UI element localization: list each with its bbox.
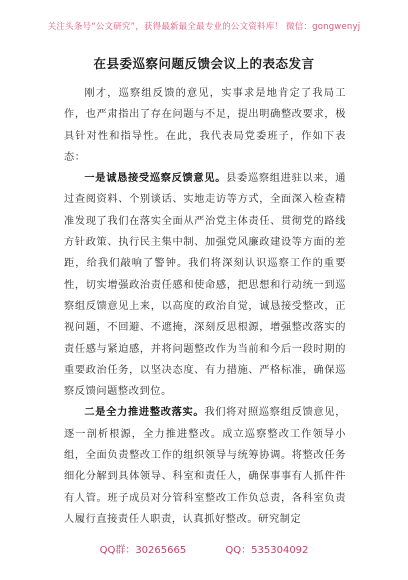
header-banner: 关注头条号“公文研究”，获得最新最全最专业的公文资料库！ 微信：gongwenyj <box>47 22 361 32</box>
footer-qq-number: QQ：535304092 <box>225 545 309 556</box>
point-1-text: 县委巡察组进驻以来，通过查阅资料、个别谈话、实地走访等方式，全面深入检查精准发现了我们在落实全面从严治党主体责任、贯彻党的路线方针政策、执行民主集中制、加强党风廉政建设等方面的差距，给我们敲响了警钟。我们将深刻认识巡察工作的重要性，切实增强政治责任感和使命感，把思想和行动统一到巡察组反馈意见上来，以高度的政治自觉，诚恳接受整改，正视问题，不回避、不遮掩，深刻反思根源，增强整改落实的责任感与紧迫感，并将问题整改作为当前和今后一段时期的重要政治任务，以坚决态度、有力措施、严格标准，确保巡察反馈问题整改到位。 <box>64 173 346 398</box>
footer-contact <box>0 541 408 556</box>
footer-qq-group: QQ群：30265665 <box>99 545 187 556</box>
point-2-paragraph <box>64 402 346 530</box>
document-body <box>64 83 346 530</box>
intro-paragraph: 刚才，巡察组反馈的意见，实事求是地肯定了我局工作，也严肃指出了存在问题与不足，提出明确整改要求，极具针对性和指导性。在此，我代表局党委班子，作如下表态： <box>64 88 346 163</box>
document-title: 在县委巡察问题反馈会议上的表态发言 <box>93 56 315 71</box>
point-2-text: 我们将对照巡察组反馈意见，逐一剖析根源，全力推进整改。成立巡察整改工作领导小组，全面负责整改工作的组织领导与统筹协调。将整改任务细化分解到具体领导、科室和责任人，确保事事有人抓件件有人管。班子成员对分管科室整改工作负总责，各科室负责人履行直接责任人职责，认真抓好整改。研究制定 <box>64 407 346 525</box>
point-1-heading: 一是诚恳接受巡察反馈意见。 <box>84 172 227 185</box>
point-1-paragraph <box>64 168 346 402</box>
point-2-heading: 二是全力推进整改落实。 <box>84 406 205 419</box>
